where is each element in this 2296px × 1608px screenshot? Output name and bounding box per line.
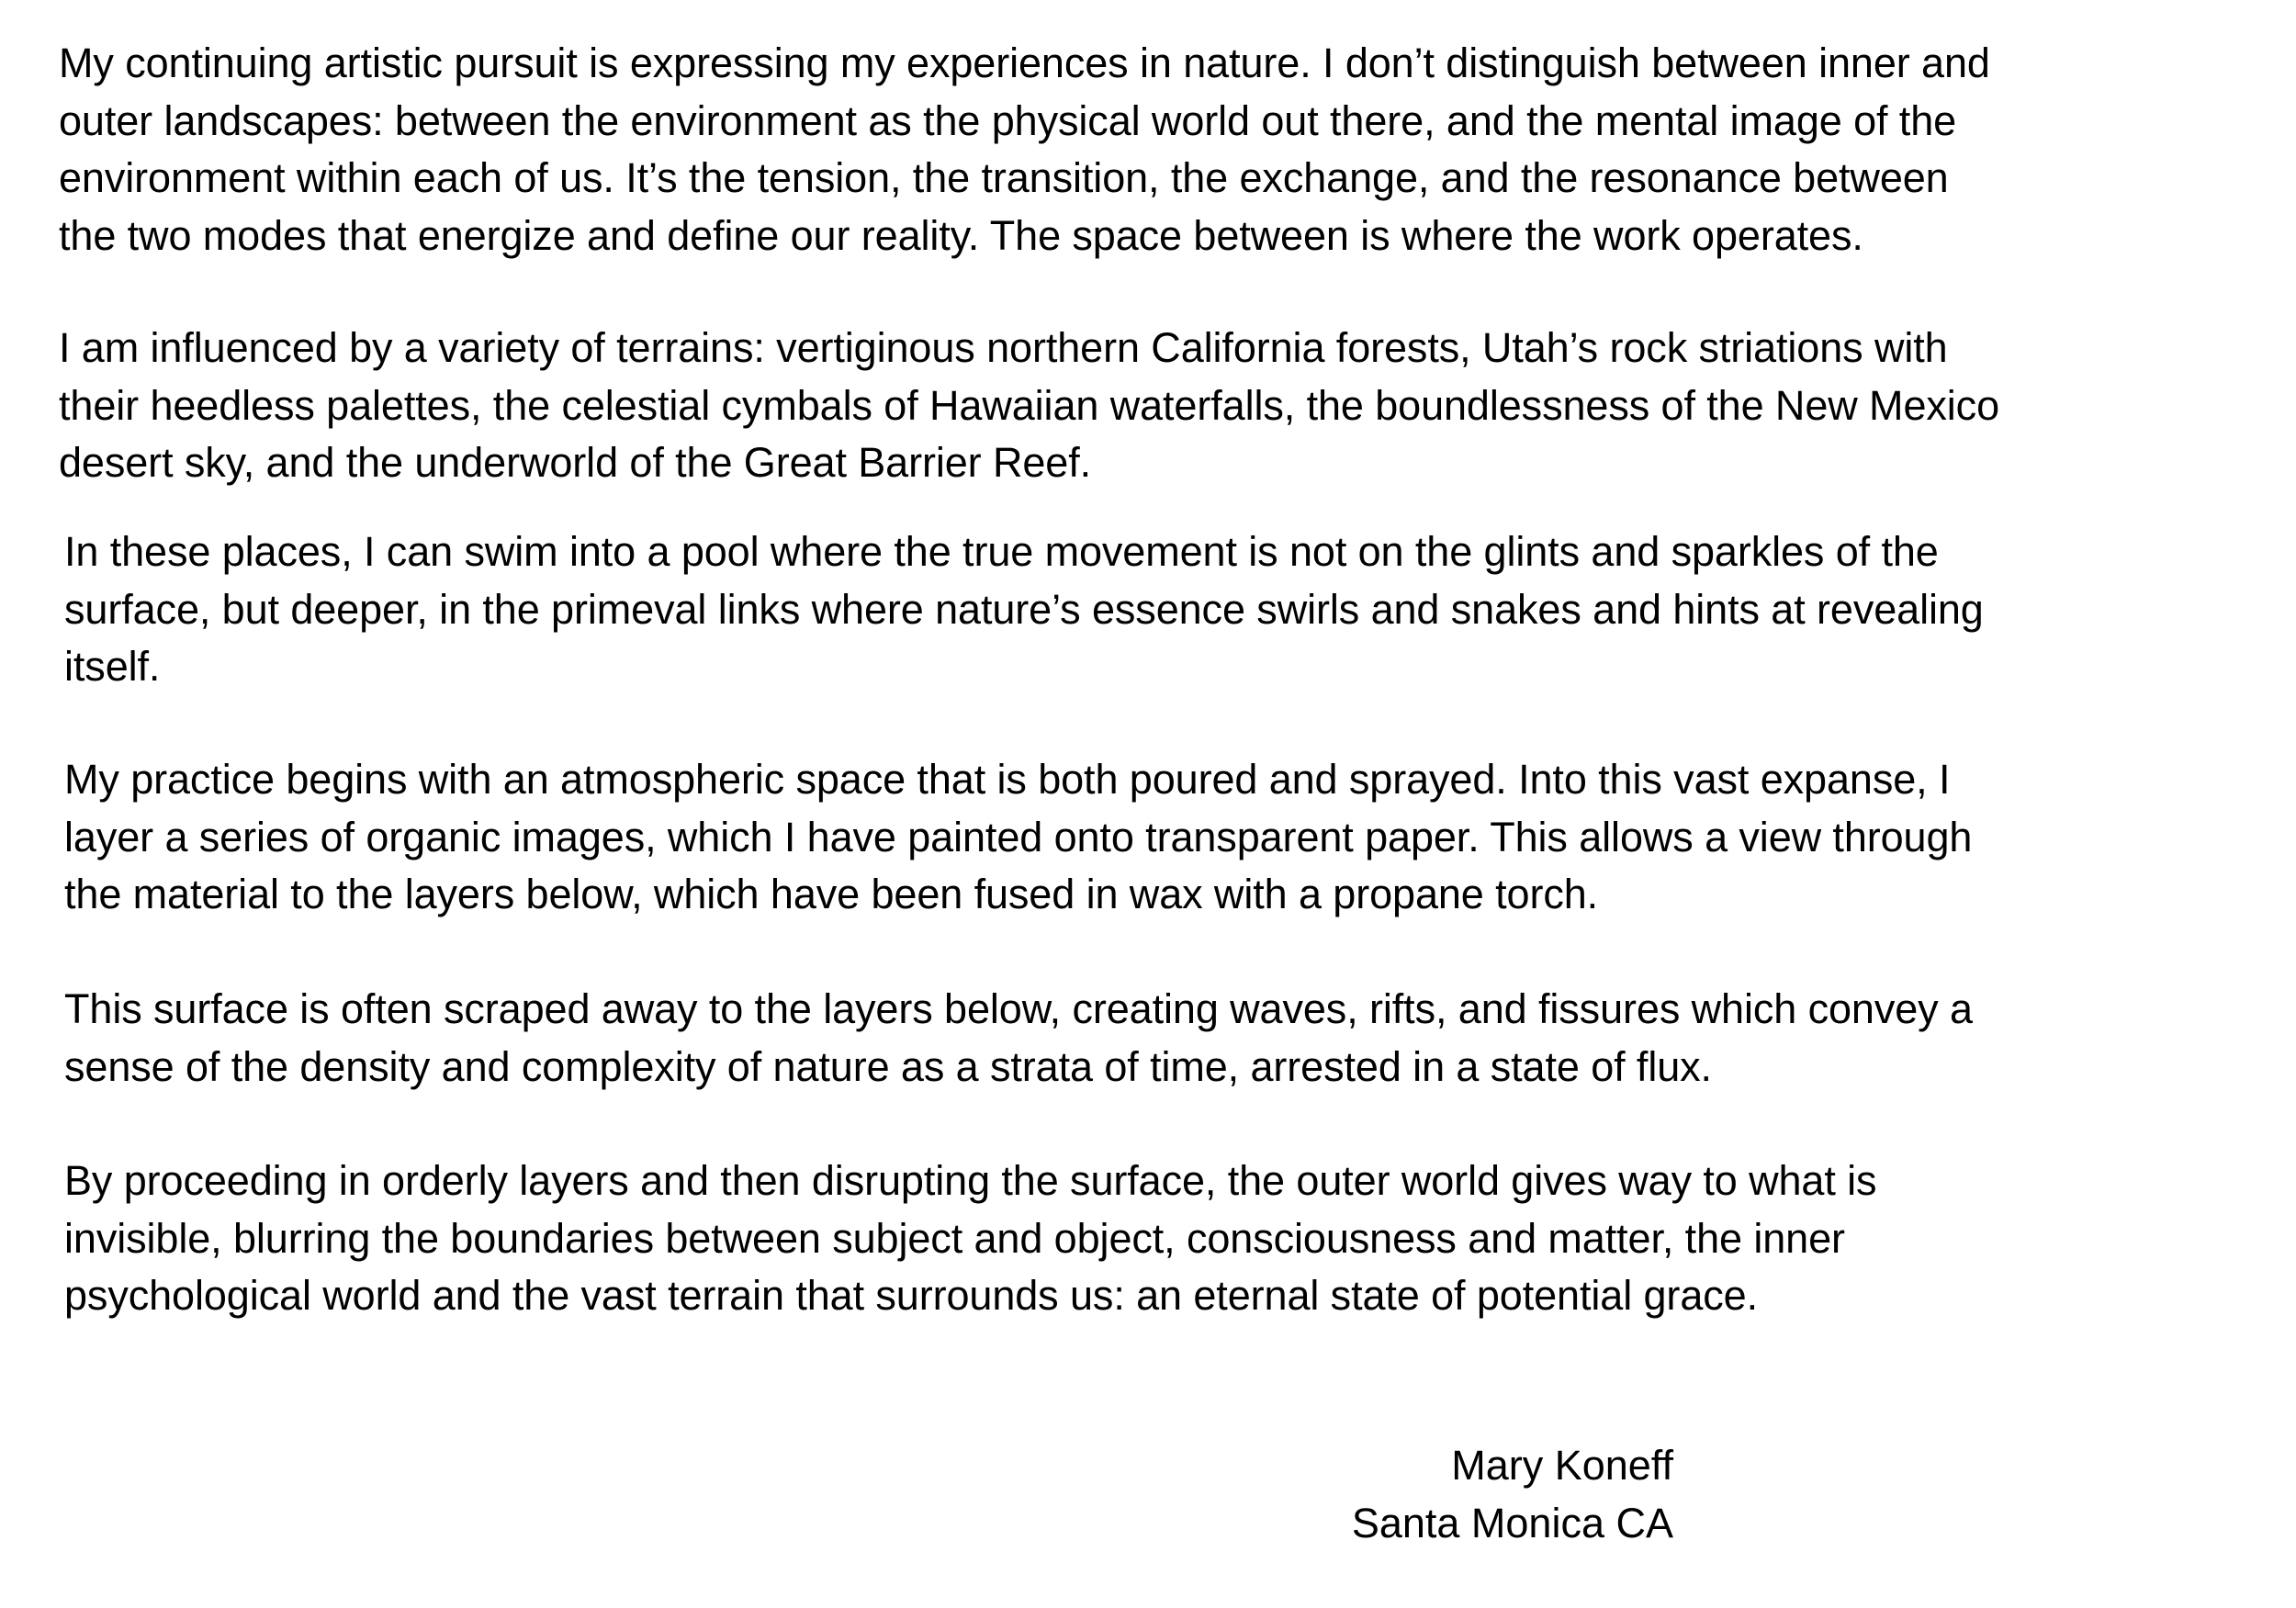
paragraph-line: environment within each of us. It’s the tension, the transition, the exchange, and the resonance between [59,154,1949,201]
statement-paragraph-5 [64,981,1973,1096]
paragraph-line: In these places, I can swim into a pool where the true movement is not on the glints and sparkles of the [64,528,1939,575]
statement-paragraph-3 [64,523,1984,696]
paragraph-line: sense of the density and complexity of nature as a strata of time, arrested in a state of flux. [64,1042,1712,1090]
signature-block [1352,1437,1673,1552]
paragraph-line: the two modes that energize and define our reality. The space between is where the work operates. [59,211,1863,259]
paragraph-line: I am influenced by a variety of terrains: vertiginous northern California forests, Utah’s rock striations with [59,324,1948,371]
paragraph-line: My continuing artistic pursuit is expressing my experiences in nature. I don’t distinguish between inner and [59,39,1990,86]
paragraph-line: layer a series of organic images, which I have painted onto transparent paper. This allows a view through [64,813,1973,860]
paragraph-line: invisible, blurring the boundaries between subject and object, consciousness and matter, the inner [64,1214,1845,1262]
paragraph-line: surface, but deeper, in the primeval links where nature’s essence swirls and snakes and hints at revealing [64,585,1984,633]
paragraph-line: This surface is often scraped away to the layers below, creating waves, rifts, and fissures which convey a [64,985,1973,1032]
signature-location: Santa Monica CA [1351,1499,1673,1546]
paragraph-line: their heedless palettes, the celestial cymbals of Hawaiian waterfalls, the boundlessness of the New Mexico [59,381,1999,429]
paragraph-line: itself. [64,643,161,690]
paragraph-line: By proceeding in orderly layers and then disrupting the surface, the outer world gives way to what is [64,1157,1877,1204]
paragraph-line: desert sky, and the underworld of the Great Barrier Reef. [59,439,1092,486]
statement-paragraph-2 [59,320,1999,492]
paragraph-line: outer landscapes: between the environment as the physical world out there, and the mental image of the [59,96,1957,144]
statement-paragraph-1 [59,35,1990,264]
paragraph-line: psychological world and the vast terrain that surrounds us: an eternal state of potential grace. [64,1272,1758,1319]
paragraph-line: My practice begins with an atmospheric space that is both poured and sprayed. Into this vast expanse, I [64,756,1951,803]
paragraph-line: the material to the layers below, which have been fused in wax with a propane torch. [64,871,1599,917]
signature-name: Mary Koneff [1451,1442,1673,1489]
statement-paragraph-6 [64,1153,1876,1325]
statement-paragraph-4 [64,751,1972,924]
